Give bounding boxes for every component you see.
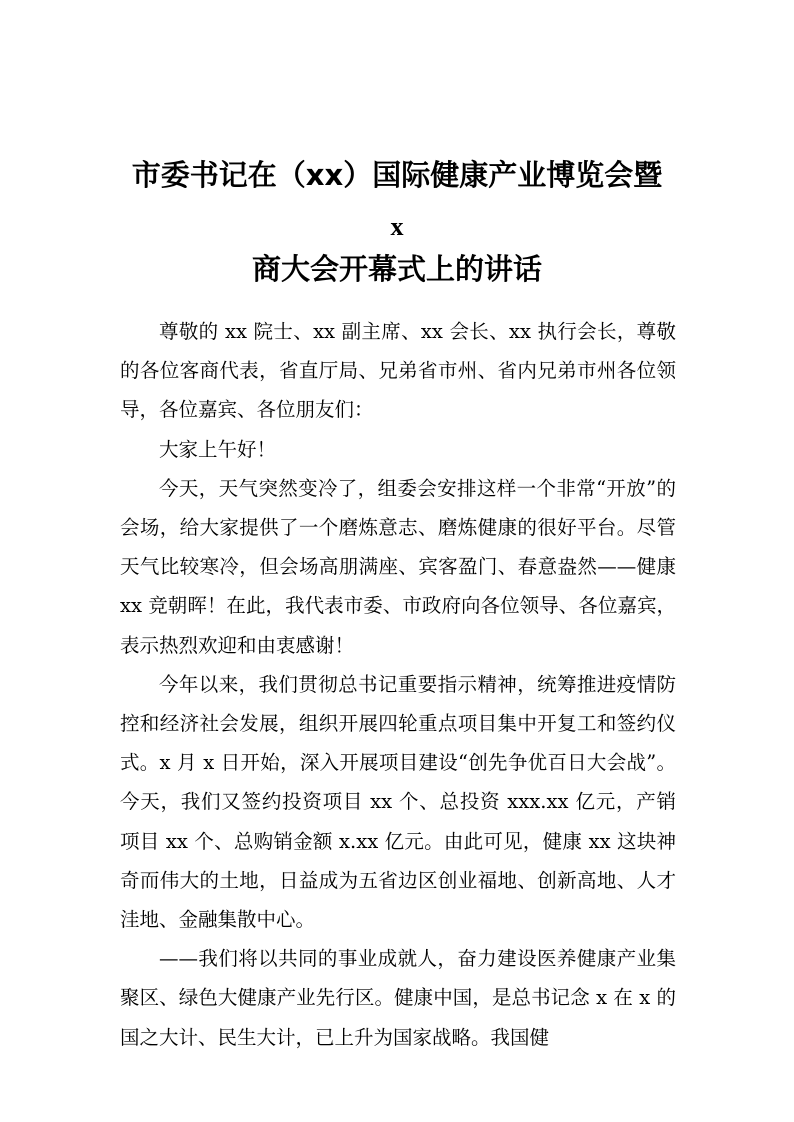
paragraph-health-strategy: ——我们将以共同的事业成就人，奋力建设医养健康产业集聚区、绿色大健康产业先行区。健康中国，是总书记念 x 在 x 的国之大计、民生大计，已上升为国家战略。我国健 bbox=[120, 947, 676, 1049]
document-title-line-2: x bbox=[390, 212, 404, 241]
paragraph-salutation: 尊敬的 xx 院士、xx 副主席、xx 会长、xx 执行会长，尊敬的各位客商代表，省直厅局、兄弟省市州、省内兄弟市州各位领导，各位嘉宾、各位朋友们： bbox=[120, 320, 676, 422]
paragraph-achievements: 今年以来，我们贯彻总书记重要指示精神，统筹推进疫情防控和经济社会发展，组织开展四轮重点项目集中开复工和签约仪式。x 月 x 日开始，深入开展项目建设“创先争优百日大会战”。今天，我们又签约投资项目 xx 个、总投资 xxx.xx 亿元，产销项目 xx 个、总购销金额 x.xx 亿元。由此可见，健康 xx 这块神奇而伟大的土地，日益成为五省边区创业福地、创新高地、人才洼地、金融集散中心。 bbox=[120, 672, 676, 932]
paragraph-greeting: 大家上午好！ bbox=[159, 437, 277, 461]
document-title-line-3: 商大会开幕式上的讲话 bbox=[251, 252, 542, 286]
document-body bbox=[120, 312, 676, 1057]
document-title-line-1: 市委书记在（xx）国际健康产业博览会暨 bbox=[131, 158, 663, 192]
paragraph-welcome: 今天，天气突然变冷了，组委会安排这样一个非常“开放”的会场，给大家提供了一个磨炼意志、磨炼健康的很好平台。尽管天气比较寒冷，但会场高朋满座、宾客盈门、春意盎然——健康 xx 竞朝晖！在此，我代表市委、市政府向各位领导、各位嘉宾，表示热烈欢迎和由衷感谢！ bbox=[120, 476, 676, 657]
